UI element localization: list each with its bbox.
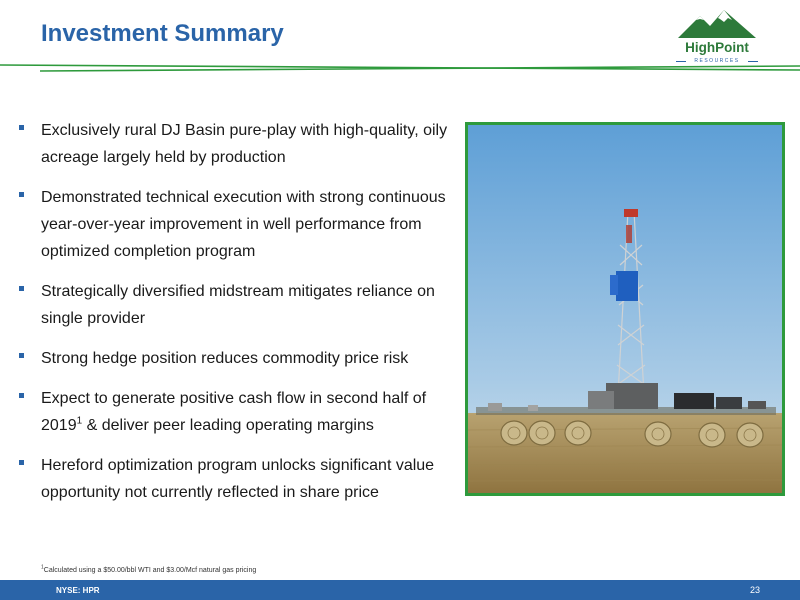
- bullet-item: [18, 117, 458, 171]
- logo-subtitle: RESOURCES: [694, 58, 740, 64]
- bullet-text-part: & deliver peer leading operating margins: [82, 417, 374, 434]
- header-divider: [0, 62, 800, 74]
- bullet-item: [18, 452, 458, 506]
- bullet-list: [18, 117, 458, 519]
- photo-illustration: [468, 125, 782, 493]
- footnote: [41, 564, 257, 574]
- square-bullet-icon: [19, 286, 24, 291]
- bullet-text: Strong hedge position reduces commodity price risk: [41, 350, 409, 367]
- square-bullet-icon: [19, 460, 24, 465]
- footer-ticker: NYSE: HPR: [56, 586, 100, 595]
- square-bullet-icon: [19, 192, 24, 197]
- bullet-text: [41, 385, 458, 439]
- logo-wordmark: HighPoint: [685, 40, 749, 55]
- bullet-item: [18, 278, 458, 332]
- bullet-text: Hereford optimization program unlocks significant value opportunity not currently reflected in share price: [41, 457, 435, 501]
- bullet-text-part: Expect to generate positive cash flow in second half of 2019: [41, 390, 427, 434]
- square-bullet-icon: [19, 353, 24, 358]
- square-bullet-icon: [19, 125, 24, 130]
- bullet-item: [18, 385, 458, 439]
- mountain-logo-icon: [678, 8, 756, 40]
- bullet-text: Demonstrated technical execution with strong continuous year-over-year improvement in well performance from optimized completion program: [41, 189, 446, 260]
- footnote-reference: 1: [76, 415, 83, 427]
- drilling-rig-photo: [465, 122, 785, 496]
- footnote-marker: 1: [41, 564, 44, 571]
- bullet-item: [18, 184, 458, 265]
- page-title: Investment Summary: [41, 20, 284, 47]
- bullet-text: Exclusively rural DJ Basin pure-play with high-quality, oily acreage largely held by production: [41, 122, 448, 166]
- square-bullet-icon: [19, 393, 24, 398]
- footnote-text: Calculated using a $50.00/bbl WTI and $3.00/Mcf natural gas pricing: [43, 567, 257, 574]
- company-logo: [672, 8, 762, 68]
- bullet-text: Strategically diversified midstream mitigates reliance on single provider: [41, 283, 435, 327]
- bullet-item: [18, 345, 458, 372]
- page-number: 23: [749, 585, 760, 595]
- footer-bar: [0, 580, 800, 600]
